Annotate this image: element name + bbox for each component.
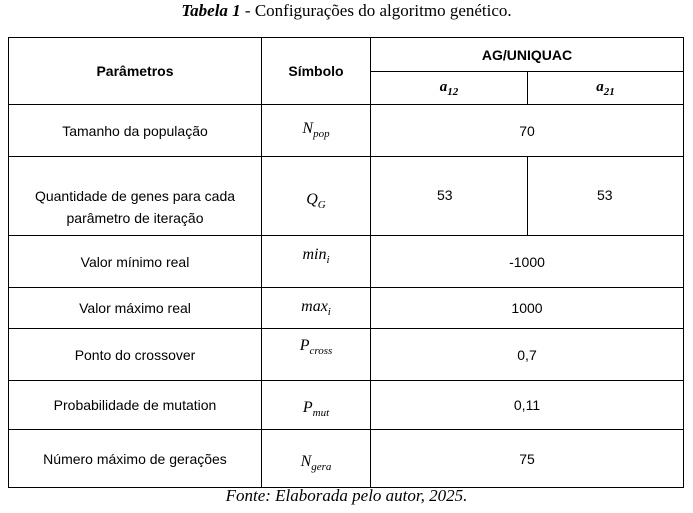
symbol-cell: $N_{gera}$ xyxy=(262,430,371,488)
value-a21-cell: 53 xyxy=(528,157,684,236)
table-row xyxy=(9,381,684,430)
header-parametros: Parâmetros xyxy=(9,38,262,105)
table-row xyxy=(9,157,684,236)
caption-label: Tabela 1 xyxy=(181,1,241,20)
table-row xyxy=(9,430,684,488)
caption-text: - Configurações do algoritmo genético. xyxy=(240,1,512,20)
table-row xyxy=(9,288,684,329)
param-cell: Quantidade de genes para cada parâmetro de iteração xyxy=(9,157,262,236)
symbol-cell: $P_{mut}$ xyxy=(262,381,371,430)
value-cell: 75 xyxy=(371,430,684,488)
symbol-cell: $Q_G$ xyxy=(262,157,371,236)
table-caption xyxy=(0,1,693,21)
table-row xyxy=(9,105,684,157)
param-cell: Probabilidade de mutation xyxy=(9,381,262,430)
value-cell: 1000 xyxy=(371,288,684,329)
symbol-cell: $\min_i$ xyxy=(262,236,371,288)
param-cell: Ponto do crossover xyxy=(9,329,262,381)
value-a12-cell: 53 xyxy=(371,157,528,236)
header-a12: $a_{12}$ xyxy=(371,72,528,105)
value-cell: 70 xyxy=(371,105,684,157)
symbol-cell: $P_{cross}$ xyxy=(262,329,371,381)
table-source: Fonte: Elaborada pelo autor, 2025. xyxy=(225,486,468,505)
value-cell: 0,7 xyxy=(371,329,684,381)
param-cell: Número máximo de gerações xyxy=(9,430,262,488)
header-a21: $a_{21}$ xyxy=(528,72,684,105)
value-cell: -1000 xyxy=(371,236,684,288)
value-cell: 0,11 xyxy=(371,381,684,430)
symbol-cell: $\max_i$ xyxy=(262,288,371,329)
table-row xyxy=(9,236,684,288)
header-group: AG/UNIQUAC xyxy=(371,38,684,72)
param-cell: Valor mínimo real xyxy=(9,236,262,288)
header-simbolo: Símbolo xyxy=(262,38,371,105)
symbol-cell: $N_{pop}$ xyxy=(262,105,371,157)
config-table xyxy=(8,37,684,488)
param-cell: Valor máximo real xyxy=(9,288,262,329)
param-cell: Tamanho da população xyxy=(9,105,262,157)
table-row xyxy=(9,329,684,381)
